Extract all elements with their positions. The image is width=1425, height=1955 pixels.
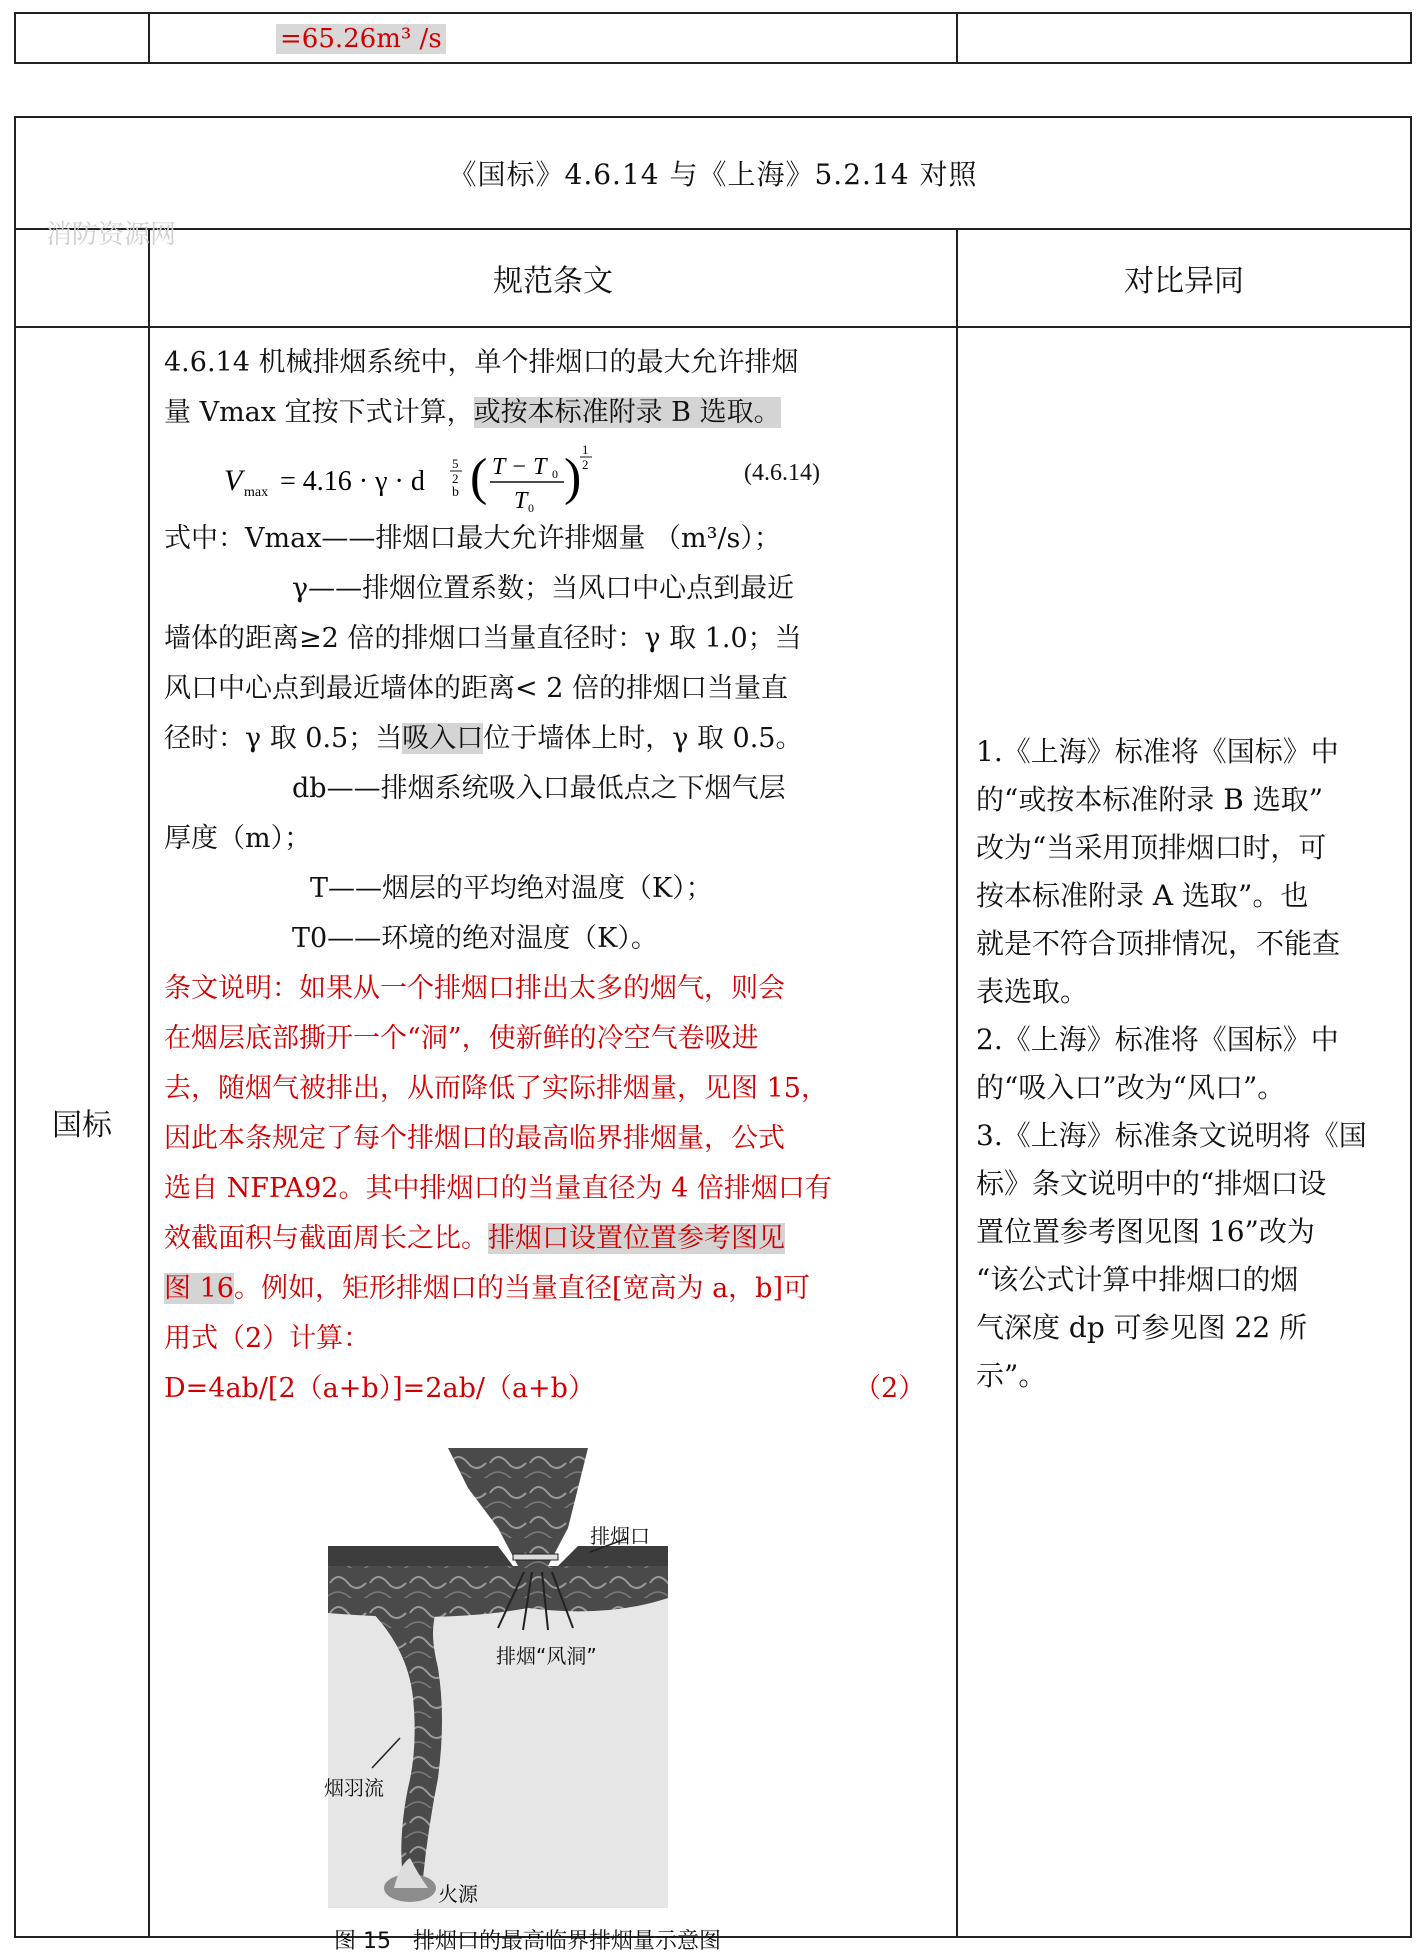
svg-text:V: V	[224, 464, 243, 497]
figure-label-plume: 烟羽流	[324, 1776, 384, 1800]
svg-text:0: 0	[528, 501, 534, 514]
header-clause: 规范条文	[493, 264, 613, 299]
svg-text:2: 2	[452, 471, 459, 486]
table-title: 《国标》4.6.14 与《上海》5.2.14 对照	[16, 118, 1410, 230]
previous-compare-cell	[958, 14, 1410, 62]
figure-15	[324, 1448, 820, 1916]
column-divider	[956, 230, 958, 1936]
compare-line: 标》条文说明中的“排烟口设	[976, 1167, 1327, 1200]
where-line: T——烟层的平均绝对温度（K）；	[310, 873, 713, 904]
explanation-line: D=4ab/[2（a+b）]=2ab/（a+b） （2）	[164, 1364, 948, 1414]
explanation-line: 因此本条规定了每个排烟口的最高临界排烟量，公式	[164, 1123, 785, 1154]
clause-line: 4.6.14 机械排烟系统中，单个排烟口的最大允许排烟	[164, 347, 799, 378]
compare-line: 2.《上海》标准将《国标》中	[976, 1023, 1339, 1056]
svg-text:): )	[564, 449, 582, 506]
figure-caption: 图 15 排烟口的最高临界排烟量示意图	[334, 1929, 721, 1954]
explanation-line: 选自 NFPA92。其中排烟口的当量直径为 4 倍排烟口有	[164, 1173, 832, 1204]
row-label: 国标	[52, 1108, 112, 1143]
highlighted-text: 排烟口设置位置参考图见	[488, 1223, 785, 1254]
figure-label-source: 火源	[438, 1882, 478, 1906]
compare-line: 表选取。	[976, 975, 1089, 1008]
where-line: γ——排烟位置系数；当风口中心点到最近	[292, 573, 795, 604]
flow-value: =65.26m³ /s	[276, 24, 446, 54]
compare-line: 的“吸入口”改为“风口”。	[976, 1071, 1286, 1104]
where-line: 风口中心点到最近墙体的距离< 2 倍的排烟口当量直	[164, 673, 788, 704]
svg-text:(: (	[470, 449, 488, 506]
highlighted-text: 图 16	[164, 1273, 234, 1304]
svg-text:2: 2	[582, 457, 589, 472]
where-line: 墙体的距离≥2 倍的排烟口当量直径时：γ 取 1.0；当	[164, 623, 802, 654]
where-line: 径时：γ 取 0.5；当吸入口位于墙体上时，γ 取 0.5。	[164, 723, 803, 754]
explanation-line: 去，随烟气被排出，从而降低了实际排烟量，见图 15，	[164, 1073, 828, 1104]
formula-number: (4.6.14)	[744, 460, 820, 486]
figure-label-hole: 排烟“风洞”	[496, 1644, 597, 1668]
compare-line: 3.《上海》标准条文说明将《国	[976, 1119, 1367, 1152]
compare-line: 就是不符合顶排情况，不能查	[976, 927, 1341, 960]
explanation-line: 条文说明：如果从一个排烟口排出太多的烟气，则会	[164, 973, 785, 1004]
compare-text	[976, 728, 1408, 1400]
smoke-diagram-image	[328, 1448, 820, 1916]
svg-text:= 4.16 · γ · d: = 4.16 · γ · d	[280, 466, 425, 497]
previous-table-row	[14, 12, 1412, 64]
compare-line: 置位置参考图见图 16”改为	[976, 1215, 1315, 1248]
svg-text:max: max	[244, 485, 269, 500]
where-line: T0——环境的绝对温度（K）。	[292, 923, 658, 954]
highlighted-text: 或按本标准附录 B 选取。	[473, 397, 781, 428]
previous-clause-cell	[150, 14, 958, 62]
compare-line: 1.《上海》标准将《国标》中	[976, 735, 1339, 768]
highlighted-text: 吸入口	[402, 723, 484, 754]
where-line: 厚度（m）；	[164, 823, 312, 854]
equation-number: （2）	[854, 1373, 926, 1404]
svg-text:1: 1	[582, 442, 589, 457]
header-compare: 对比异同	[1124, 264, 1244, 299]
explanation-line: 用式（2）计算：	[164, 1323, 371, 1354]
compare-line: 气深度 dp 可参见图 22 所	[976, 1311, 1308, 1344]
compare-line: 改为“当采用顶排烟口时，可	[976, 831, 1327, 864]
column-divider	[148, 230, 150, 1936]
compare-line: 示”。	[976, 1359, 1047, 1392]
svg-text:0: 0	[552, 467, 558, 481]
svg-text:5: 5	[452, 456, 459, 471]
compare-line: 按本标准附录 A 选取”。也	[976, 879, 1309, 912]
explanation-line: 在烟层底部撕开一个“洞”，使新鲜的冷空气卷吸进	[164, 1023, 759, 1054]
explanation-line: 图 16。例如，矩形排烟口的当量直径[宽高为 a，b]可	[164, 1273, 810, 1304]
compare-line: “该公式计算中排烟口的烟	[976, 1263, 1299, 1296]
comparison-table	[14, 116, 1412, 1954]
compare-line: 的“或按本标准附录 B 选取”	[976, 783, 1324, 816]
clause-line: 量 Vmax 宜按下式计算，或按本标准附录 B 选取。	[164, 397, 781, 428]
svg-text:T − T: T − T	[492, 454, 547, 480]
previous-label-cell	[16, 14, 150, 62]
figure-label-outlet: 排烟口	[590, 1524, 650, 1548]
where-line: 式中：Vmax——排烟口最大允许排烟量 （m³/s）；	[164, 523, 781, 554]
svg-text:T: T	[514, 488, 528, 514]
where-line: db——排烟系统吸入口最低点之下烟气层	[292, 773, 786, 804]
explanation-line: 效截面积与截面周长之比。排烟口设置位置参考图见	[164, 1223, 785, 1254]
formula	[164, 438, 948, 514]
clause-text	[164, 328, 948, 1414]
watermark: 消防资源网	[46, 220, 177, 250]
formula-graphic	[164, 438, 948, 514]
svg-text:b: b	[452, 485, 459, 500]
